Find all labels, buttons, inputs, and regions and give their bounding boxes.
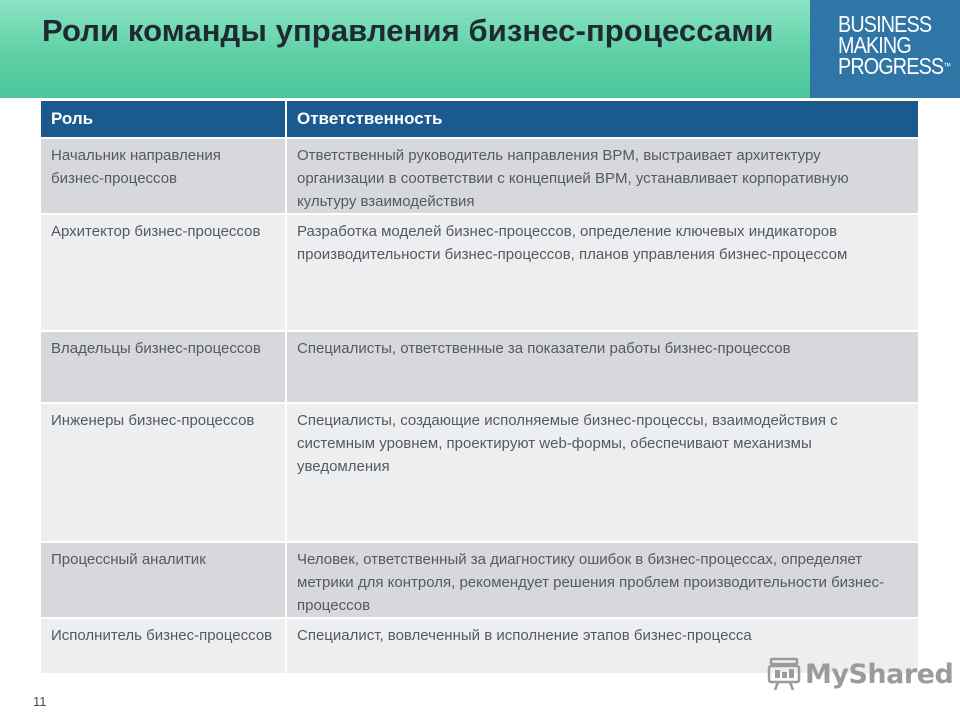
responsibility-cell: Специалисты, ответственные за показатели работы бизнес-процессов (286, 331, 918, 403)
presentation-board-icon (766, 656, 802, 692)
responsibility-cell: Разработка моделей бизнес-процессов, определение ключевых индикаторов производительности бизнес-процессов, планов управления бизнес-процессом (286, 214, 918, 331)
responsibility-cell: Ответственный руководитель направления BPM, выстраивает архитектуру организации в соответствии с концепцией BPM, устанавливает корпоративную культуру взаимодействия (286, 138, 918, 214)
roles-table (41, 101, 918, 673)
role-cell: Процессный аналитик (41, 542, 286, 618)
table-row (41, 331, 918, 403)
brand-line-3 (838, 53, 951, 79)
column-header-role: Роль (41, 101, 286, 138)
responsibility-cell: Специалист, вовлеченный в исполнение этапов бизнес-процесса (286, 618, 918, 673)
role-cell: Начальник направления бизнес-процессов (41, 138, 286, 214)
brand-trademark: ™ (943, 61, 951, 71)
watermark (766, 656, 953, 692)
watermark-text: MyShared (805, 658, 954, 690)
responsibility-cell: Специалисты, создающие исполняемые бизнес-процессы, взаимодействия с системным уровнем, проектируют web-формы, обеспечивают механизмы уведомления (286, 403, 918, 542)
role-cell: Архитектор бизнес-процессов (41, 214, 286, 331)
table-header-row (41, 101, 918, 138)
table-row (41, 214, 918, 331)
role-cell: Исполнитель бизнес-процессов (41, 618, 286, 673)
table-row (41, 138, 918, 214)
brand-line-1: BUSINESS (838, 11, 932, 37)
brand-logo (810, 0, 960, 98)
brand-line-3-text: PROGRESS (838, 53, 944, 79)
role-cell: Инженеры бизнес-процессов (41, 403, 286, 542)
brand-line-2: MAKING (838, 32, 911, 58)
table-row (41, 403, 918, 542)
role-cell: Владельцы бизнес-процессов (41, 331, 286, 403)
responsibility-cell: Человек, ответственный за диагностику ошибок в бизнес-процессах, определяет метрики для контроля, рекомендует решения проблем производительности бизнес-процессов (286, 542, 918, 618)
table-row (41, 542, 918, 618)
column-header-responsibility: Ответственность (286, 101, 918, 138)
slide-title: Роли команды управления бизнес-процессами (42, 13, 774, 48)
slide-number: 11 (33, 694, 47, 709)
